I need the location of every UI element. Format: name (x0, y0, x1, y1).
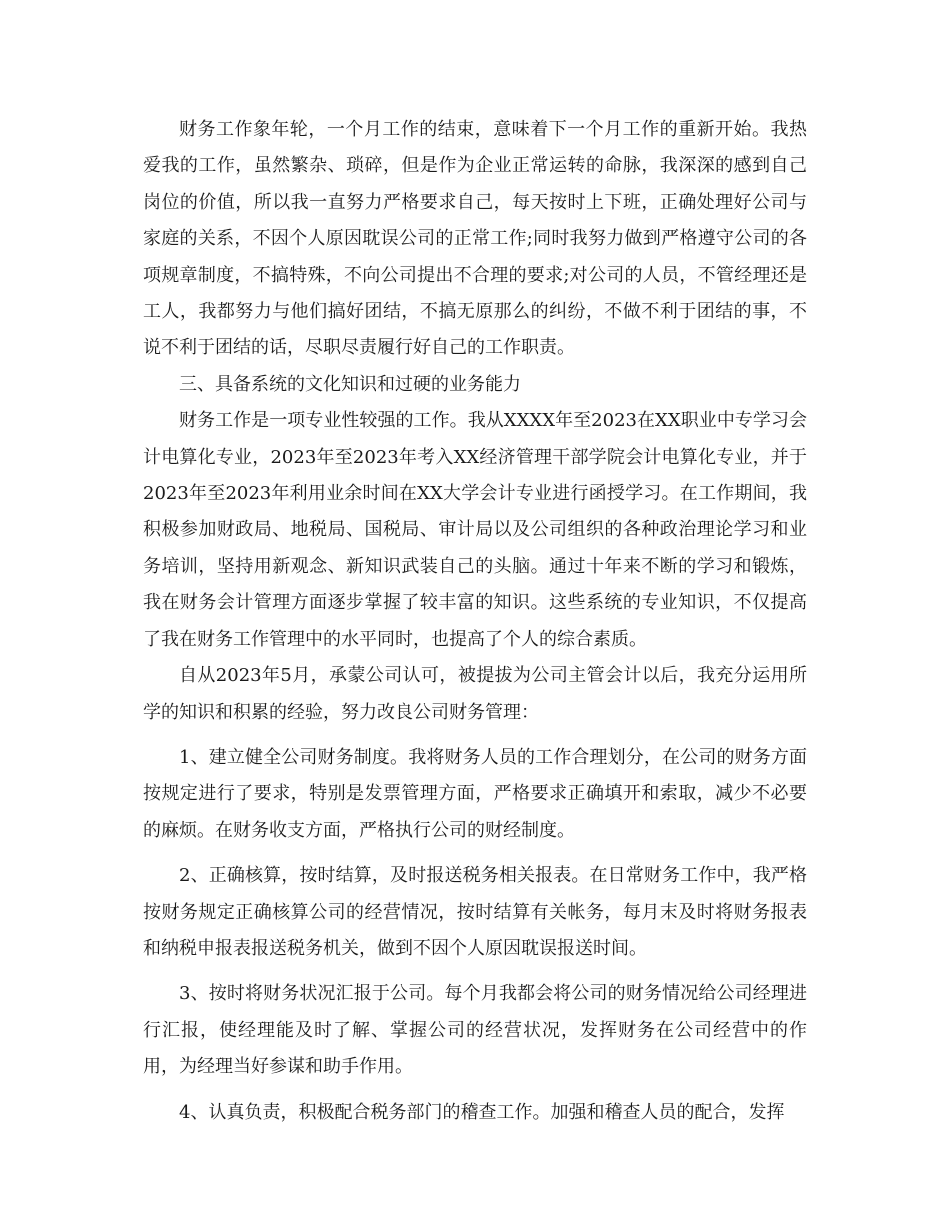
paragraph-promotion: 自从2023年5月，承蒙公司认可，被提拔为公司主管会计以后，我充分运用所学的知识和积累的经验，努力改良公司财务管理： (143, 665, 807, 723)
list-item-tax-audit: 4、认真负责，积极配合税务部门的稽查工作。加强和稽查人员的配合，发挥 (179, 1101, 785, 1123)
paragraph-work-attitude: 财务工作象年轮，一个月工作的结束，意味着下一个月工作的重新开始。我热爱我的工作，虽然繁杂、琐碎，但是作为企业正常运转的命脉，我深深的感到自己岗位的价值，所以我一直努力严格要求自己，每天按时上下班，正确处理好公司与家庭的关系，不因个人原因耽误公司的正常工作;同时我努力做到严格遵守公司的各项规章制度，不搞特殊，不向公司提出不合理的要求;对公司的人员，不管经理还是工人，我都努力与他们搞好团结，不搞无原那么的纠纷，不做不利于团结的事，不说不利于团结的话，尽职尽责履行好自己的工作职责。 (143, 119, 807, 359)
list-item-financial-system: 1、建立健全公司财务制度。我将财务人员的工作合理划分，在公司的财务方面按规定进行了要求，特别是发票管理方面，严格要求正确填开和索取，减少不必要的麻烦。在财务收支方面，严格执行公司的财经制度。 (143, 746, 807, 841)
section-heading-knowledge-ability: 三、具备系统的文化知识和过硬的业务能力 (179, 373, 521, 395)
list-item-accounting-tax: 2、正确核算，按时结算，及时报送税务相关报表。在日常财务工作中，我严格按财务规定正确核算公司的经营情况，按时结算有关帐务，每月末及时将财务报表和纳税申报表报送税务机关，做到不因个人原因耽误报送时间。 (143, 865, 807, 959)
document-body (143, 112, 807, 1131)
paragraph-education: 财务工作是一项专业性较强的工作。我从XXXX年至2023在XX职业中专学习会计电算化专业，2023年至2023年考入XX经济管理干部学院会计电算化专业，并于2023年至2023年利用业余时间在XX大学会计专业进行函授学习。在工作期间，我积极参加财政局、地税局、国税局、审计局以及公司组织的各种政治理论学习和业务培训，坚持用新观念、新知识武装自己的头脑。通过十年来不断的学习和锻炼，我在财务会计管理方面逐步掌握了较丰富的知识。这些系统的专业知识，不仅提高了我在财务工作管理中的水平同时，也提高了个人的综合素质。 (143, 410, 807, 650)
list-item-reporting: 3、按时将财务状况汇报于公司。每个月我都会将公司的财务情况给公司经理进行汇报，使经理能及时了解、掌握公司的经营状况，发挥财务在公司经营中的作用，为经理当好参谋和助手作用。 (143, 983, 807, 1078)
